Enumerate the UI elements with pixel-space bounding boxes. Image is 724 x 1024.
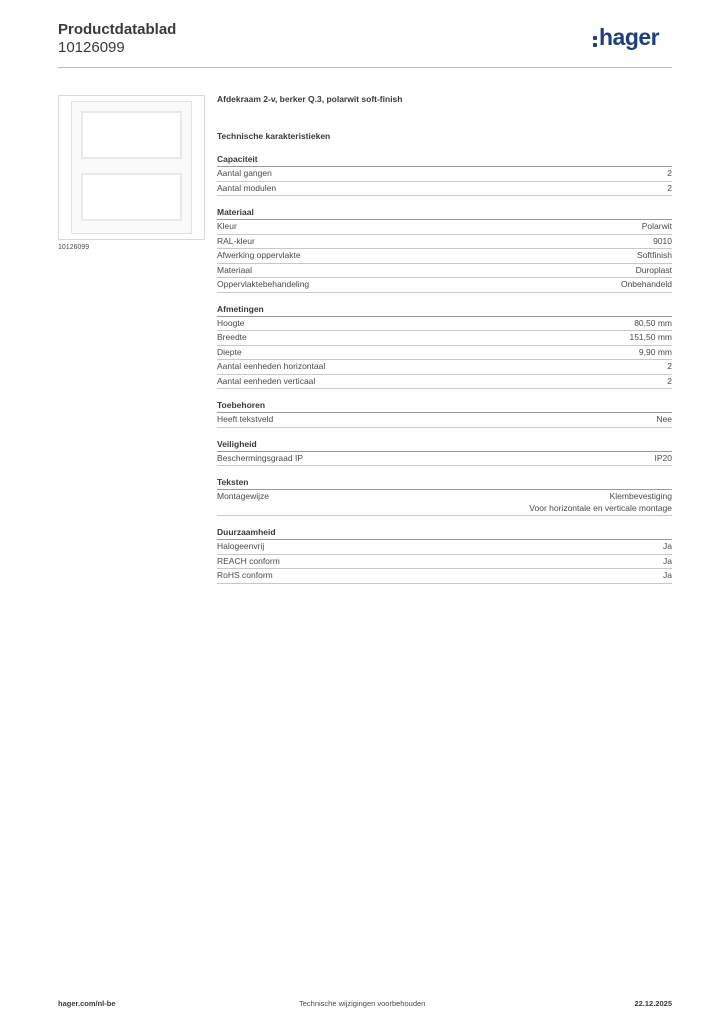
spec-row xyxy=(217,375,672,390)
logo-dots-icon xyxy=(593,32,597,48)
spec-value: 9,90 mm xyxy=(638,346,672,357)
spec-row xyxy=(217,490,672,516)
spec-section xyxy=(217,399,672,428)
spec-value: Ja xyxy=(663,541,672,551)
section-title: Materiaal xyxy=(217,206,672,220)
cover-frame-shape xyxy=(71,101,192,234)
spec-row xyxy=(217,167,672,182)
spec-label: Materiaal xyxy=(217,264,252,275)
image-caption: 10126099 xyxy=(58,244,90,251)
spec-row xyxy=(217,360,672,375)
spec-label: Aantal eenheden horizontaal xyxy=(217,361,326,371)
spec-value: Ja xyxy=(663,570,672,580)
section-title: Teksten xyxy=(217,476,672,490)
spec-row xyxy=(217,540,672,555)
footer-notice: Technische wijzigingen voorbehouden xyxy=(299,999,426,1008)
spec-row xyxy=(217,331,672,346)
spec-value: 80,50 mm xyxy=(634,317,672,328)
spec-value: Onbehandeld xyxy=(620,279,672,289)
spec-row xyxy=(217,555,672,570)
spec-row xyxy=(217,317,672,332)
header-divider xyxy=(58,67,672,68)
spec-value: IP20 xyxy=(654,452,672,463)
spec-section xyxy=(217,206,672,293)
product-image xyxy=(58,95,205,240)
spec-row xyxy=(217,182,672,197)
spec-row xyxy=(217,569,672,584)
spec-label: Aantal eenheden verticaal xyxy=(217,375,316,386)
spec-label: Aantal modulen xyxy=(217,182,277,193)
spec-label: Diepte xyxy=(217,346,242,357)
spec-value: Nee xyxy=(656,414,672,424)
spec-value: 151,50 mm xyxy=(629,332,672,342)
spec-row xyxy=(217,346,672,361)
section-title: Duurzaamheid xyxy=(217,526,672,540)
spec-row xyxy=(217,413,672,428)
spec-value: 9010 xyxy=(653,235,672,246)
spec-value: Duroplast xyxy=(635,264,672,275)
spec-value: Klembevestiging Voor horizontale en verticale montage xyxy=(529,491,672,513)
logo-text: hager xyxy=(599,24,660,50)
frame-window-bottom xyxy=(81,173,182,221)
spec-label: Kleur xyxy=(217,221,237,231)
spec-label: Hoogte xyxy=(217,317,245,328)
spec-value: Polarwit xyxy=(641,221,672,231)
spec-value: Softfinish xyxy=(637,250,672,260)
section-title: Veiligheid xyxy=(217,438,672,452)
spec-label: Halogeenvrij xyxy=(217,541,265,551)
spec-section xyxy=(217,438,672,467)
spec-row xyxy=(217,235,672,250)
spec-sections xyxy=(217,153,672,584)
spec-row xyxy=(217,220,672,235)
product-number: 10126099 xyxy=(58,39,125,56)
spec-value: 2 xyxy=(667,375,672,386)
spec-label: Montagewijze xyxy=(217,491,269,501)
footer-website-link[interactable]: hager.com/nl-be xyxy=(58,999,116,1008)
section-title: Toebehoren xyxy=(217,399,672,413)
spec-section xyxy=(217,526,672,584)
spec-label: RoHS conform xyxy=(217,570,273,580)
spec-label: Breedte xyxy=(217,332,247,342)
spec-label: RAL-kleur xyxy=(217,235,255,246)
spec-label: Afwerking oppervlakte xyxy=(217,250,301,260)
spec-label: Aantal gangen xyxy=(217,168,272,178)
spec-section xyxy=(217,303,672,390)
spec-section xyxy=(217,476,672,516)
frame-window-top xyxy=(81,111,182,159)
spec-value: 2 xyxy=(667,168,672,178)
section-title: Capaciteit xyxy=(217,153,672,167)
spec-value: 2 xyxy=(667,182,672,193)
spec-row xyxy=(217,278,672,293)
page-title: Productdatablad xyxy=(58,21,177,38)
product-name: Afdekraam 2-v, berker Q.3, polarwit soft-finish xyxy=(217,94,403,104)
spec-label: Heeft tekstveld xyxy=(217,414,274,424)
spec-label: Beschermingsgraad IP xyxy=(217,452,303,463)
spec-value: Ja xyxy=(663,555,672,566)
section-title: Afmetingen xyxy=(217,303,672,317)
spec-label: REACH conform xyxy=(217,555,280,566)
spec-row xyxy=(217,264,672,279)
spec-row xyxy=(217,452,672,467)
spec-section xyxy=(217,153,672,196)
tech-heading: Technische karakteristieken xyxy=(217,131,331,141)
footer-date: 22.12.2025 xyxy=(634,999,672,1008)
spec-row xyxy=(217,249,672,264)
spec-label: Oppervlaktebehandeling xyxy=(217,279,310,289)
spec-value: 2 xyxy=(667,361,672,371)
spec-content xyxy=(217,93,672,584)
